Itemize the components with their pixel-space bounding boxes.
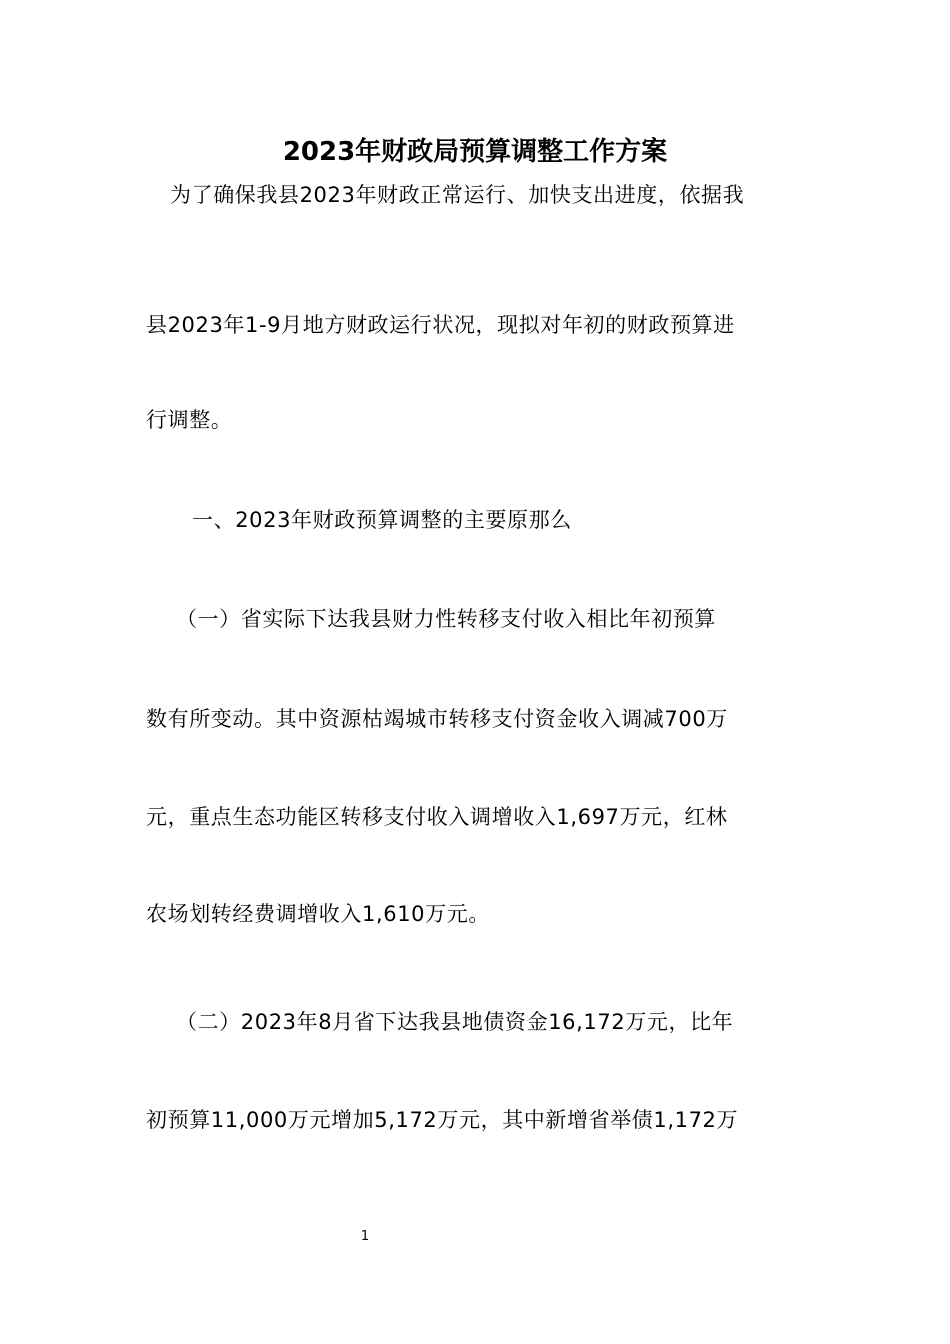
paragraph-line-3: 行调整。 (146, 408, 233, 432)
paragraph-line-2: 县2023年1-9月地方财政运行状况，现拟对年初的财政预算进 (146, 313, 735, 337)
page-number: 1 (360, 1229, 370, 1244)
document-title: 2023年财政局预算调整工作方案 (282, 137, 668, 167)
paragraph-line-6: 元，重点生态功能区转移支付收入调增收入1,697万元，红林 (146, 805, 728, 829)
paragraph-line-9: 初预算11,000万元增加5,172万元，其中新增省举债1,172万 (146, 1108, 739, 1132)
paragraph-line-1: 为了确保我县2023年财政正常运行、加快支出进度，依据我 (170, 183, 745, 207)
paragraph-line-4: （一）省实际下达我县财力性转移支付收入相比年初预算 (176, 607, 716, 631)
paragraph-line-8: （二）2023年8月省下达我县地债资金16,172万元，比年 (176, 1010, 734, 1034)
section-heading-1: 一、2023年财政预算调整的主要原那么 (192, 508, 572, 532)
paragraph-line-7: 农场划转经费调增收入1,610万元。 (146, 902, 490, 926)
paragraph-line-5: 数有所变动。其中资源枯竭城市转移支付资金收入调减700万 (146, 707, 728, 731)
